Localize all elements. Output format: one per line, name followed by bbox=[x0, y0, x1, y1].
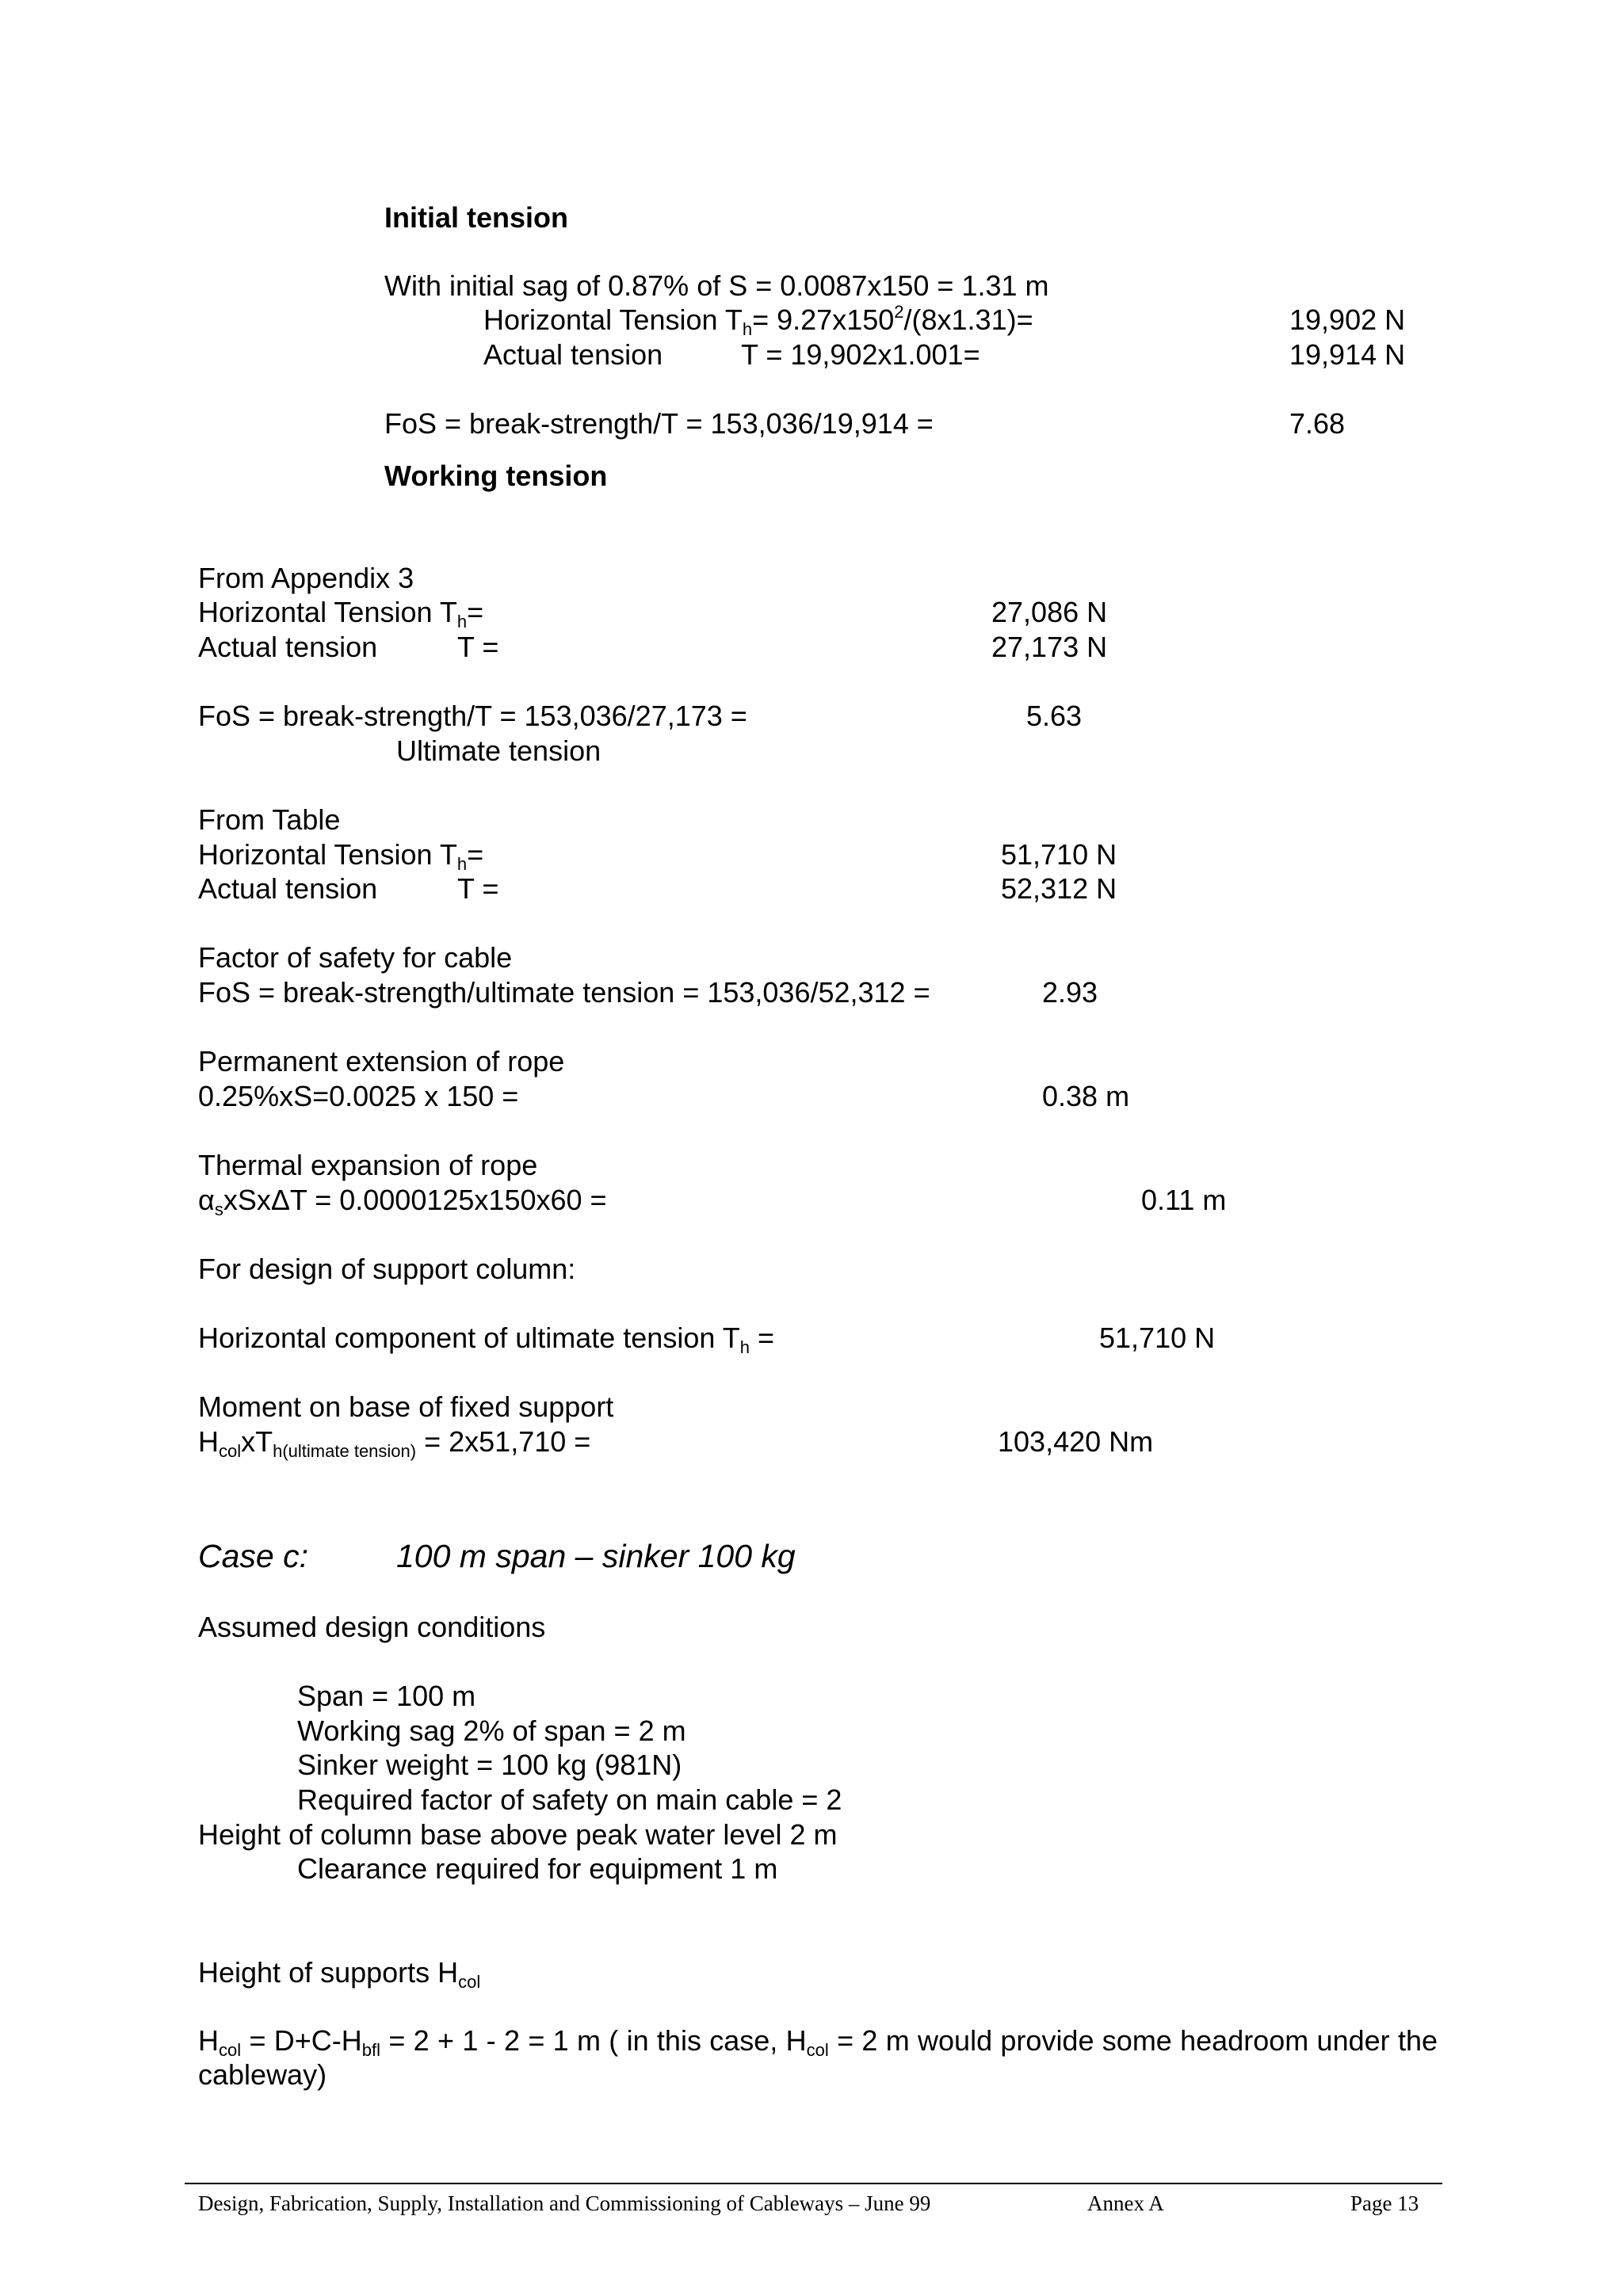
thermal-expansion-title: Thermal expansion of rope bbox=[198, 1149, 538, 1181]
case-c-label: Case c: bbox=[198, 1538, 308, 1574]
condition-factor: Required factor of safety on main cable = 2 bbox=[297, 1783, 842, 1816]
initial-fos-line: FoS = break-strength/T = 153,036/19,914 = bbox=[384, 407, 934, 440]
condition-sag: Working sag 2% of span = 2 m bbox=[297, 1714, 686, 1747]
working-actual-tension-value: 27,173 N bbox=[991, 631, 1108, 663]
ultimate-tension-heading: Ultimate tension bbox=[396, 734, 601, 767]
ultimate-fos-value: 2.93 bbox=[1042, 976, 1098, 1009]
working-actual-tension-expr: T = bbox=[457, 631, 499, 663]
horizontal-component-value: 51,710 N bbox=[1099, 1322, 1216, 1354]
initial-horizontal-tension-value: 19,902 N bbox=[1289, 303, 1406, 336]
ultimate-horizontal-tension-value: 51,710 N bbox=[1001, 838, 1117, 871]
moment-title: Moment on base of fixed support bbox=[198, 1390, 614, 1423]
working-horizontal-tension: Horizontal Tension $T_h=$ bbox=[198, 596, 484, 631]
thermal-expansion-value: 0.11 m bbox=[1141, 1184, 1227, 1216]
ultimate-source: From Table bbox=[198, 803, 341, 836]
support-column-title: For design of support column: bbox=[198, 1253, 576, 1285]
ultimate-actual-tension-expr: T = bbox=[457, 872, 499, 905]
initial-actual-tension-label: Actual tension bbox=[483, 338, 663, 371]
initial-tension-heading: Initial tension bbox=[384, 201, 569, 234]
working-source: From Appendix 3 bbox=[198, 562, 414, 594]
permanent-extension-value: 0.38 m bbox=[1042, 1080, 1130, 1112]
supports-height-title: Height of supports $H_{col}$ bbox=[198, 1956, 481, 1992]
condition-span: Span = 100 m bbox=[297, 1680, 476, 1712]
design-conditions-title: Assumed design conditions bbox=[198, 1611, 546, 1643]
condition-column-base: Height of column base above peak water level 2 m bbox=[198, 1818, 838, 1851]
footer-rule bbox=[185, 2183, 1442, 2184]
permanent-extension-expr: 0.25%xS=0.0025 x 150 = bbox=[198, 1080, 519, 1112]
permanent-extension-title: Permanent extension of rope bbox=[198, 1045, 565, 1077]
ultimate-fos-line: FoS = break-strength/ultimate tension = 153,036/52,312 = bbox=[198, 976, 930, 1009]
working-actual-tension-label: Actual tension bbox=[198, 631, 378, 663]
condition-clearance: Clearance required for equipment 1 m bbox=[297, 1852, 778, 1885]
initial-sag-line: With initial sag of 0.87% of S = 0.0087x150 = 1.31 m bbox=[384, 269, 1049, 302]
supports-height-calc: $H_{col} = D+C-H_{bfl} = 2 + 1 - 2 = 1$ m ( in this case, $H_{col} = 2$ m would provide some headroom under the cableway) bbox=[198, 2024, 1438, 2091]
moment-expr: $H_{col}xT_{h(ultimate tension)} = 2x51,710$ = bbox=[198, 1425, 591, 1461]
thermal-expansion-expr: $\alpha_sxSx\Delta T = 0.0000125x150x60$ = bbox=[198, 1184, 607, 1219]
footer-annex: Annex A bbox=[1087, 2191, 1164, 2215]
initial-actual-tension-value: 19,914 N bbox=[1289, 338, 1406, 371]
condition-sinker: Sinker weight = 100 kg (981N) bbox=[297, 1749, 682, 1781]
safety-factor-title: Factor of safety for cable bbox=[198, 941, 513, 974]
initial-fos-value: 7.68 bbox=[1289, 407, 1346, 440]
horizontal-component-line: Horizontal component of ultimate tension $T_h$ = bbox=[198, 1322, 774, 1357]
footer-title: Design, Fabrication, Supply, Installation and Commissioning of Cableways – June 99 bbox=[198, 2191, 931, 2215]
initial-actual-tension-expr: T = 19,902x1.001= bbox=[741, 338, 980, 371]
footer-page-number: Page 13 bbox=[1350, 2191, 1419, 2215]
ultimate-horizontal-tension: Horizontal Tension $T_h=$ bbox=[198, 838, 484, 874]
moment-value: 103,420 Nm bbox=[998, 1425, 1154, 1458]
initial-horizontal-tension: Horizontal Tension $T_h= 9.27x150^2/(8x1.31)=$ bbox=[483, 302, 1033, 339]
case-c-title: 100 m span – sinker 100 kg bbox=[396, 1538, 796, 1574]
working-fos-value: 5.63 bbox=[1026, 700, 1083, 732]
ultimate-actual-tension-value: 52,312 N bbox=[1001, 872, 1117, 905]
working-tension-heading: Working tension bbox=[384, 460, 608, 492]
ultimate-actual-tension-label: Actual tension bbox=[198, 872, 378, 905]
working-horizontal-tension-value: 27,086 N bbox=[991, 596, 1108, 628]
working-fos-line: FoS = break-strength/T = 153,036/27,173 = bbox=[198, 700, 747, 732]
